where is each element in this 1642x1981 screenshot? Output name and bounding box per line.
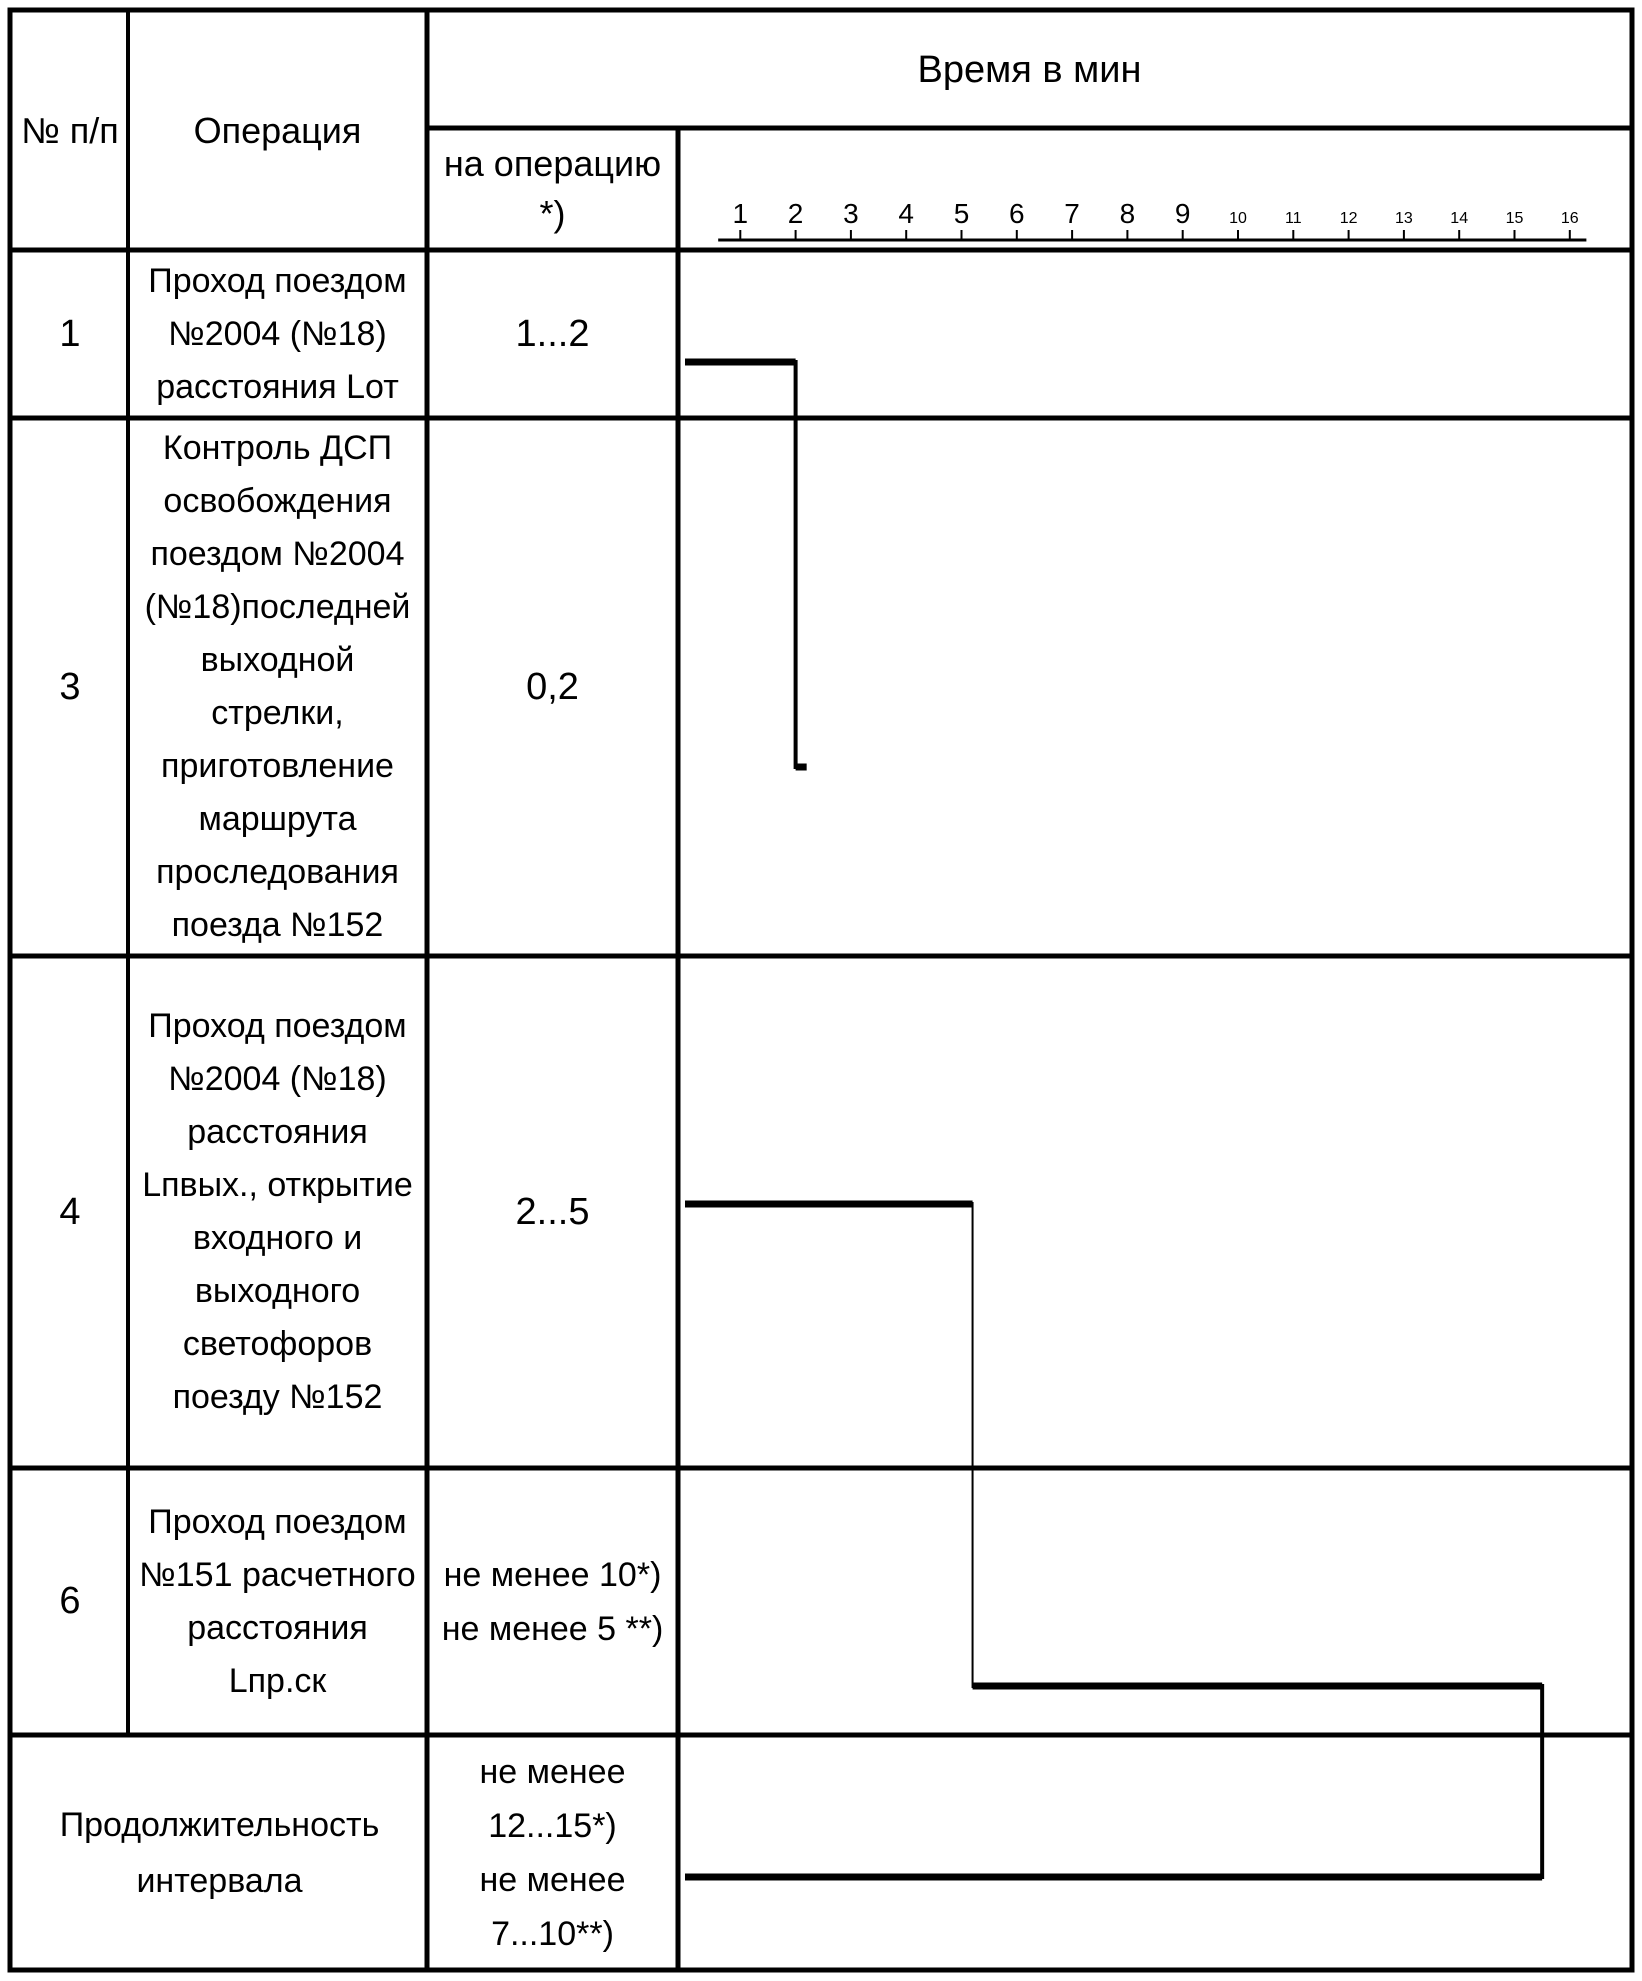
header-num-label: № п/п	[21, 110, 119, 151]
total-label-text: Продолжительность интервала	[59, 1805, 380, 1900]
scale-tick-label: 13	[1395, 210, 1413, 227]
duration-text: 0,2	[526, 665, 579, 708]
operation-text: Проход поездом №151 расчетного расстояния Lпр.ск	[139, 1502, 416, 1700]
row-num-value: 3	[59, 665, 81, 708]
scale-tick-label: 10	[1229, 210, 1247, 227]
duration-text: 2...5	[515, 1190, 590, 1233]
scale-tick-label: 14	[1450, 210, 1469, 227]
row-num-value: 1	[59, 312, 81, 355]
row-num-value: 4	[59, 1190, 81, 1233]
operation-text: Проход поездом №2004 (№18) расстояния Lпвых., открытие входного и выходного светофоров поезду №152	[142, 1007, 413, 1416]
total-duration-text: не менее 12...15*) не менее 7...10**)	[479, 1752, 626, 1953]
scale-tick-label: 9	[1174, 198, 1191, 229]
scale-tick-label: 8	[1119, 198, 1136, 229]
scale-tick-label: 11	[1284, 210, 1302, 227]
scale-tick-label: 3	[843, 198, 859, 229]
scale-tick-label: 12	[1339, 210, 1358, 227]
scale-tick-label: 1	[732, 198, 749, 229]
header-operation-label: Операция	[193, 110, 362, 151]
scale-tick-label: 5	[953, 198, 970, 229]
operation-text: Проход поездом №2004 (№18) расстояния Lот	[148, 261, 407, 406]
header-per-op-label: на операцию *)	[443, 143, 662, 234]
header-time-title: Время в мин	[917, 48, 1142, 91]
duration-text: не менее 10*) не менее 5 **)	[441, 1555, 664, 1648]
scale-tick-label: 7	[1064, 198, 1080, 229]
operation-text: Контроль ДСП освобождения поездом №2004 (№18)последней выходной стрелки, приготовление маршрута проследования поезда №152	[144, 429, 411, 944]
scale-tick-label: 6	[1009, 198, 1025, 229]
duration-text: 1...2	[515, 312, 590, 355]
scale-tick-label: 2	[787, 198, 804, 229]
scale-tick-label: 4	[898, 198, 914, 229]
scale-tick-label: 15	[1505, 210, 1524, 227]
row-num-value: 6	[59, 1580, 81, 1622]
scale-tick-label: 16	[1560, 210, 1579, 227]
